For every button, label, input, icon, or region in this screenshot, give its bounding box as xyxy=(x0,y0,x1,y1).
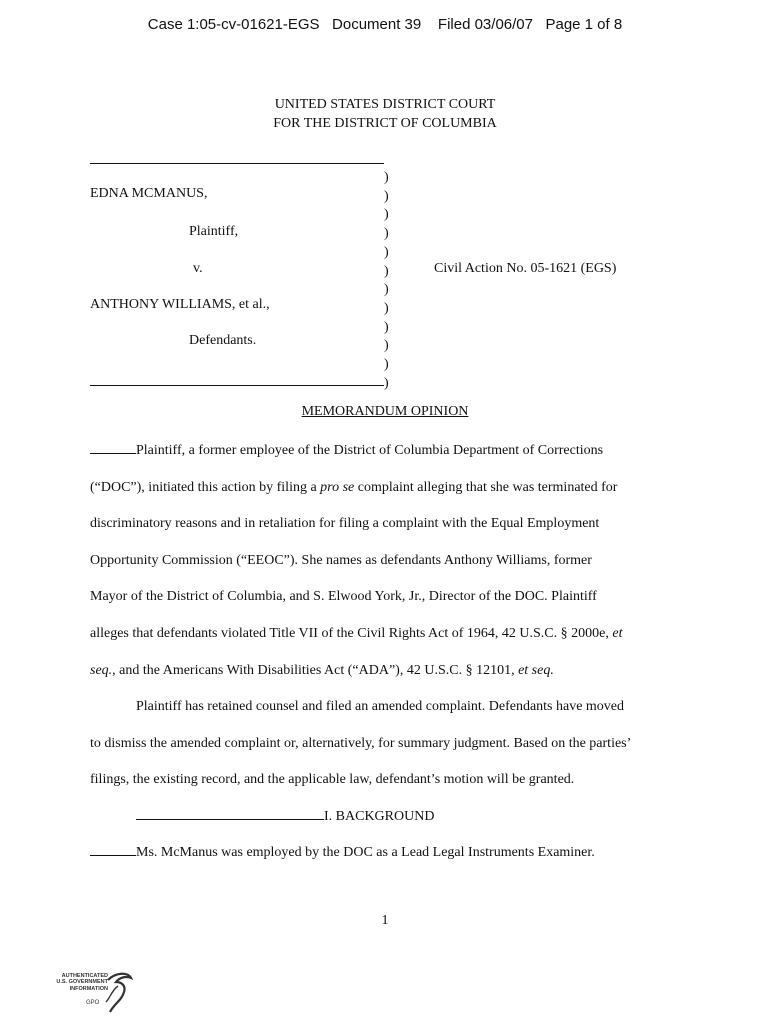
paragraph-line: to dismiss the amended complaint or, alternatively, for summary judgment. Based on the parties’ xyxy=(90,735,632,751)
indent-rule xyxy=(90,441,136,454)
indent-rule xyxy=(90,843,136,856)
plaintiff-label: Plaintiff, xyxy=(189,224,239,239)
text-run: Ms. McManus was employed by the DOC as a Lead Legal Instruments Examiner. xyxy=(136,845,595,860)
paragraph-line xyxy=(90,689,690,726)
italic-run: et xyxy=(612,625,623,641)
text-run: , and the Americans With Disabilities Act (“ADA”), 42 U.S.C. § 12101, xyxy=(112,662,519,678)
gpo-authentication-logo xyxy=(46,970,136,1014)
paragraph-line xyxy=(90,470,690,507)
heading-text: I. BACKGROUND xyxy=(324,809,435,824)
caption-paren-column: ) ) ) ) ) ) ) ) ) ) ) ) xyxy=(384,170,389,391)
text-run: (“DOC”), initiated this action by filing a xyxy=(90,479,321,495)
section-heading xyxy=(90,799,736,836)
italic-run: et seq. xyxy=(518,662,554,678)
text-run: Plaintiff, a former employee of the District of Columbia Department of Corrections xyxy=(136,443,604,458)
court-line-1: UNITED STATES DISTRICT COURT xyxy=(274,97,496,112)
memorandum-title: MEMORANDUM OPINION xyxy=(301,404,469,419)
text-run: complaint alleging that she was terminated for xyxy=(354,479,618,495)
text-run: alleges that defendants violated Title VII of the Civil Rights Act of 1964, 42 U.S.C. § 2000e, xyxy=(90,625,613,641)
plaintiff-name: EDNA MCMANUS, xyxy=(90,186,208,201)
paragraph-line xyxy=(90,835,690,872)
defendant-label: Defendants. xyxy=(189,333,257,348)
logo-line: INFORMATION xyxy=(69,985,108,992)
defendant-name: ANTHONY WILLIAMS, et al., xyxy=(90,297,270,312)
heading-rule xyxy=(136,807,324,820)
paragraph-2 xyxy=(90,689,690,799)
logo-text xyxy=(46,973,108,992)
caption-top-rule xyxy=(90,163,384,164)
court-line-2: FOR THE DISTRICT OF COLUMBIA xyxy=(273,116,497,131)
italic-run: seq. xyxy=(90,662,113,678)
paragraph-line xyxy=(90,433,690,470)
paragraph-line: discriminatory reasons and in retaliation for filing a complaint with the Equal Employment xyxy=(90,516,600,532)
page-number: 1 xyxy=(381,913,389,928)
document-header: Case 1:05-cv-01621-EGS Document 39 Filed 03/06/07 Page 1 of 8 xyxy=(147,16,623,33)
case-number: Civil Action No. 05-1621 (EGS) xyxy=(434,261,617,276)
logo-line: AUTHENTICATED xyxy=(61,973,108,979)
paragraph-3 xyxy=(90,835,690,872)
text-run: Plaintiff has retained counsel and filed an amended complaint. Defendants have moved xyxy=(136,699,625,714)
caption-bottom-rule xyxy=(90,385,384,386)
paragraph-line xyxy=(90,616,690,653)
paragraph-1 xyxy=(90,433,690,689)
eagle-icon xyxy=(104,970,134,1014)
paragraph-line: Mayor of the District of Columbia, and S. Elwood York, Jr., Director of the DOC. Plaintiff xyxy=(90,589,597,605)
paragraph-line: Opportunity Commission (“EEOC”). She names as defendants Anthony Williams, former xyxy=(90,552,592,568)
italic-run: pro se xyxy=(320,479,355,495)
paragraph-line xyxy=(90,653,690,690)
logo-gpo-text: GPO xyxy=(86,1000,100,1006)
paragraph-line: filings, the existing record, and the applicable law, defendant’s motion will be granted. xyxy=(90,772,575,788)
court-name xyxy=(0,95,770,133)
logo-line: U.S. GOVERNMENT xyxy=(56,979,108,986)
versus: v. xyxy=(193,261,203,276)
